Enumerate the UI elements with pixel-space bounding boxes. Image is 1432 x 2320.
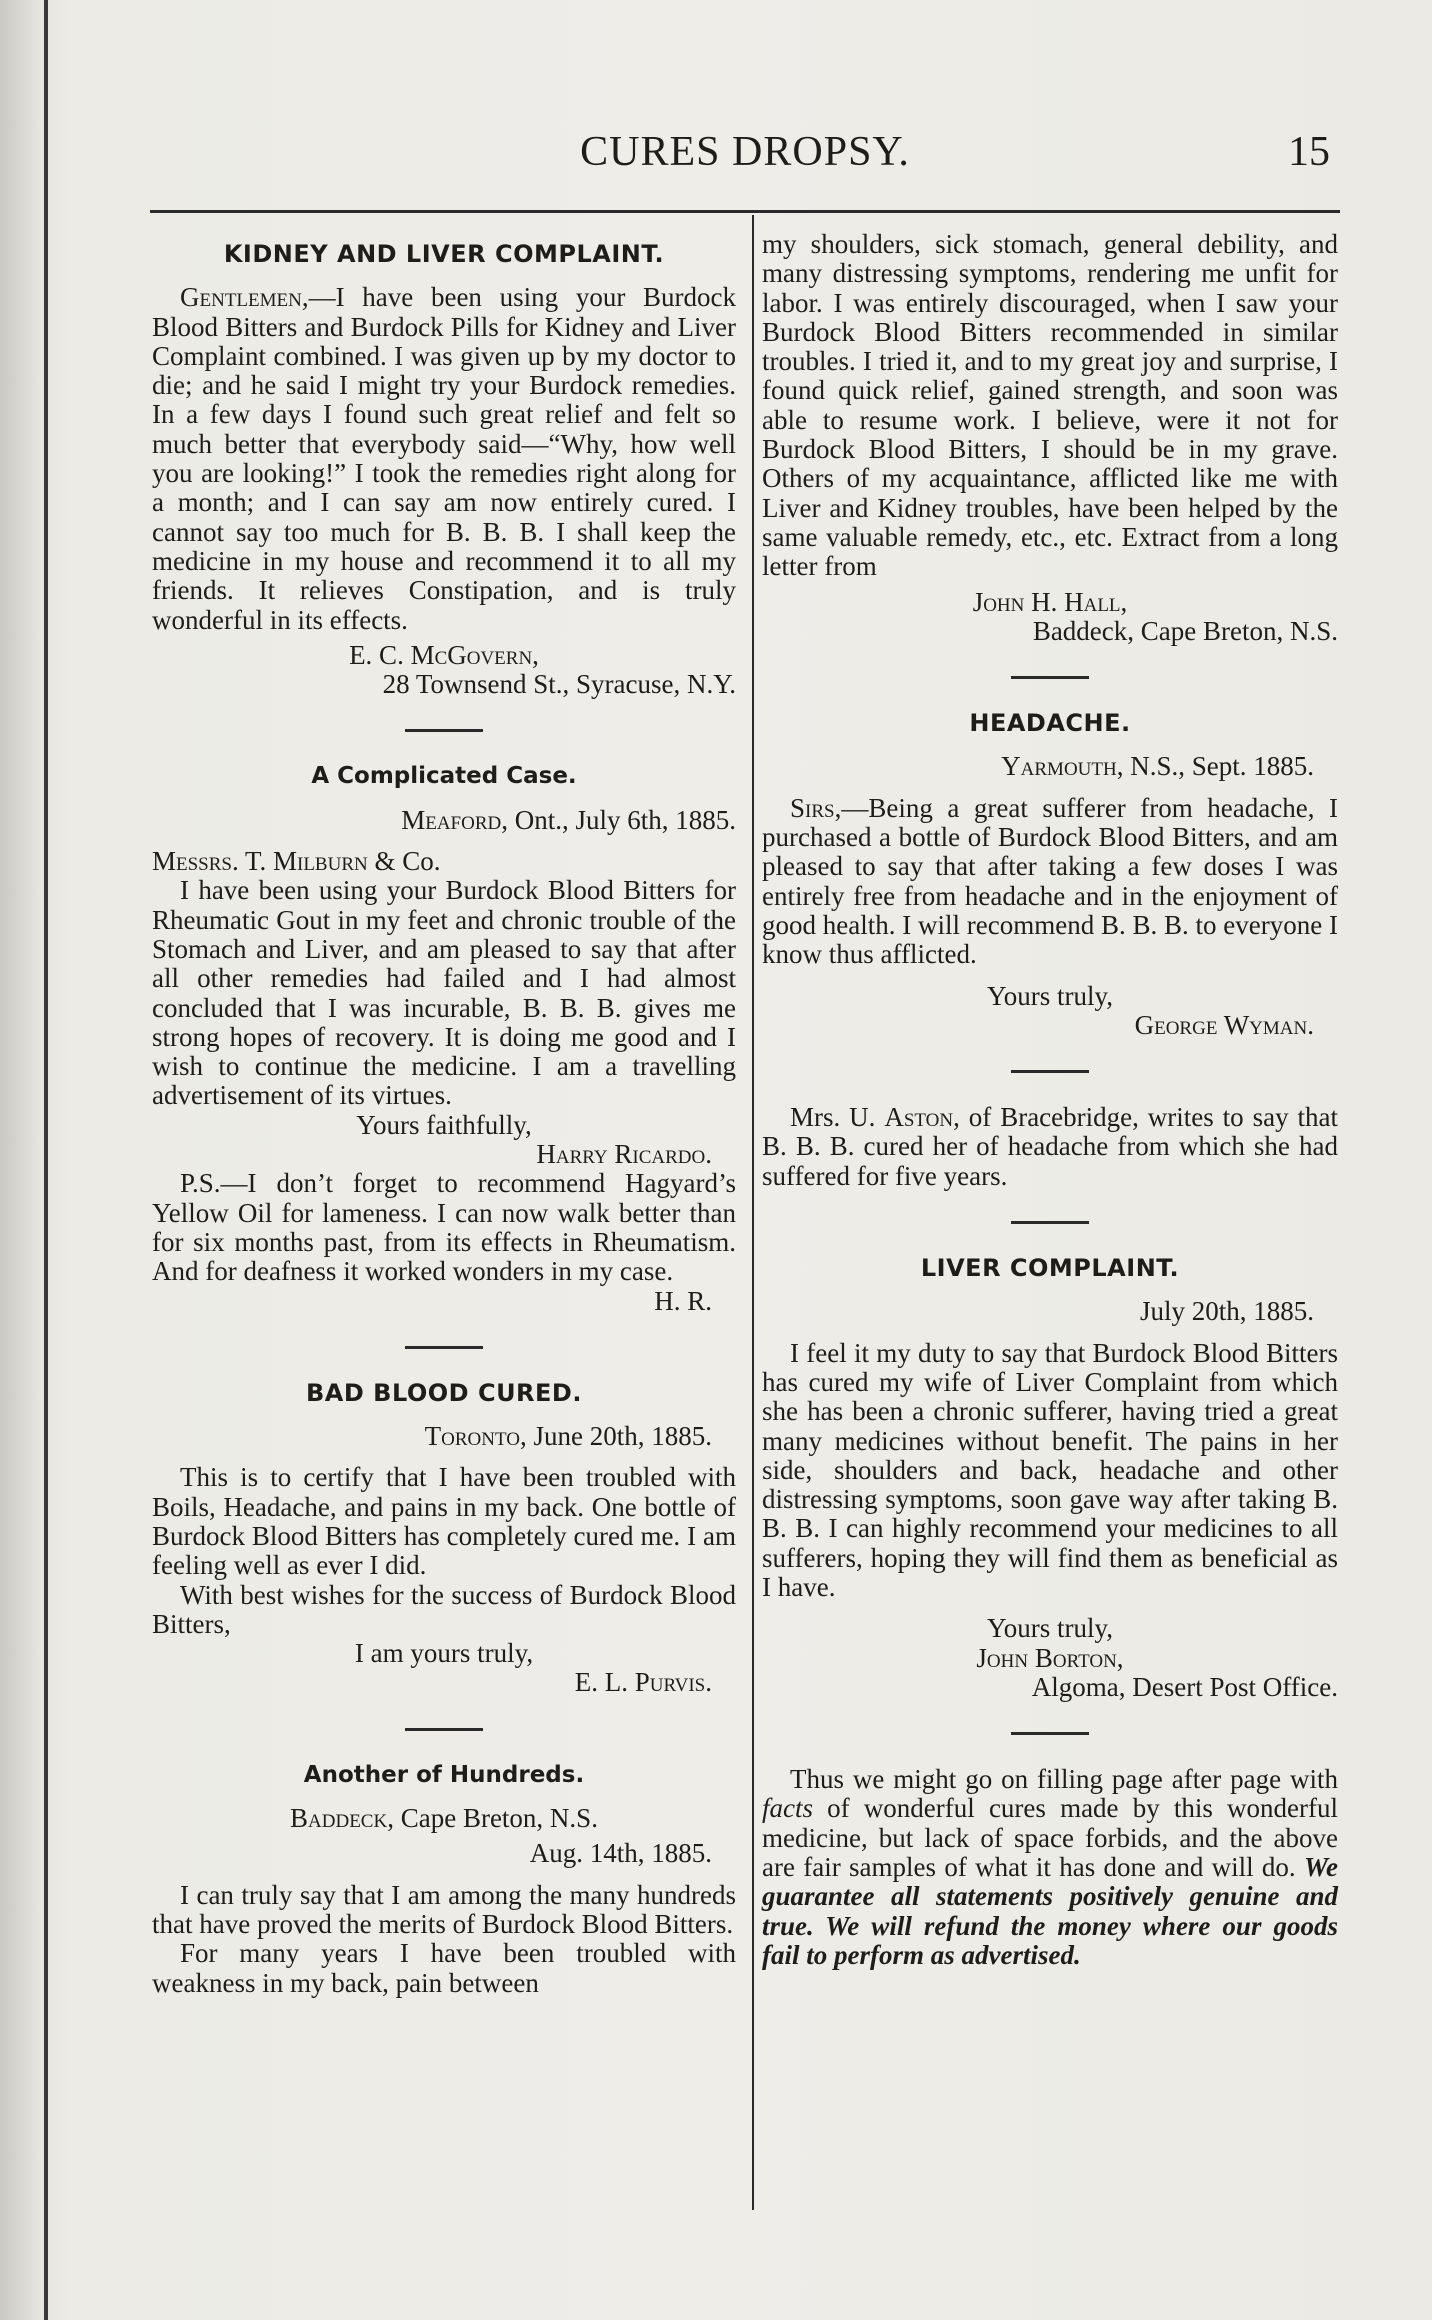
body-text: of wonderful cures made by this wonderful medicine, but lack of space forbids, and the above are fair samples of what it has done and will do. <box>762 1793 1338 1883</box>
signature-address: Algoma, Desert Post Office. <box>1031 1671 1338 1702</box>
date-text: N.S., Sept. 1885. <box>1123 751 1314 782</box>
testimonial-body <box>762 794 1338 970</box>
continued-testimonial: my shoulders, sick stomach, general debility, and many distressing symptoms, rendering me unfit for labor. I was entirely discouraged, when I saw your Burdock Blood Bitters recommended in similar troubles. I tried it, and to my great joy and surprise, I found quick relief, gained strength, and soon was able to resume work. I believe, were it not for Burdock Blood Bitters, I should be in my grave. Others of my acquaintance, afflicted like me with Liver and Kidney troubles, have been helped by the same valuable remedy, etc., etc. Extract from a long letter from <box>762 229 1338 582</box>
signature-address: Baddeck, Cape Breton, N.S. <box>1032 615 1338 646</box>
binding-edge <box>44 0 48 2320</box>
closing: Yours faithfully, <box>356 1109 532 1140</box>
dateline: Aug. 14th, 1885. <box>529 1838 712 1869</box>
guarantee-statement: We guarantee all statements positively genuine and true. We will refund the money where our goods fail to perform as advertised. <box>762 1852 1338 1970</box>
testimonial-body <box>762 1103 1338 1191</box>
body-text: —Being a great sufferer from headache, I purchased a bottle of Burdock Blood Bitters, and am pleased to say that after taking a few doses I was entirely free from headache and in the enjoyment of good health. I will recommend B. B. B. to everyone I know thus afflicted. <box>762 792 1338 970</box>
place-rest: Cape Breton, N.S. <box>393 1803 598 1834</box>
dateline <box>152 806 736 835</box>
place-name: Meaford, <box>401 804 508 835</box>
signature-name: George Wyman. <box>1134 1009 1314 1040</box>
testimonial-body: I can truly say that I am among the many hundreds that have proved the merits of Burdock Blood Bitters. <box>152 1879 736 1939</box>
place-name: Baddeck, <box>290 1803 394 1834</box>
addressee-name: Messrs. T. Milburn <box>152 846 368 877</box>
signature-name: John Borton, <box>976 1642 1124 1673</box>
section-heading: HEADACHE. <box>969 709 1131 738</box>
signature-name: Harry Ricardo. <box>536 1139 712 1170</box>
salutation: Sirs, <box>790 792 842 823</box>
separator-rule <box>405 1346 483 1349</box>
place-name: Yarmouth, <box>1001 751 1124 782</box>
separator-rule <box>1011 1070 1089 1073</box>
testimonial-body: With best wishes for the success of Burdock Blood Bitters, <box>152 1579 736 1639</box>
separator-rule <box>1011 676 1089 679</box>
section-heading: Another of Hundreds. <box>303 1761 585 1788</box>
signature-initials: H. R. <box>654 1285 712 1316</box>
page-number: 15 <box>1288 129 1330 175</box>
closing: Yours truly, <box>986 1613 1114 1644</box>
separator-rule <box>405 1728 483 1731</box>
closing: Yours truly, <box>986 980 1114 1011</box>
body-text: Thus we might go on filling page after page with <box>790 1764 1338 1795</box>
separator-rule <box>405 729 483 732</box>
dateline <box>152 1422 736 1451</box>
testimonial-body: I feel it my duty to say that Burdock Blood Bitters has cured my wife of Liver Complaint from which she has been a chronic sufferer, having tried a great many medicines without benefit. The pains in her side, shoulders and back, headache and other distressing symptoms, soon gave way after taking B. B. B. I can highly recommend your medicines to all sufferers, hoping they will find them as beneficial as I have. <box>762 1337 1338 1602</box>
closing-paragraph <box>762 1765 1338 1970</box>
testimonial-body: This is to certify that I have been troubled with Boils, Headache, and pains in my back. One bottle of Burdock Blood Bitters has completely cured me. I am feeling well as ever I did. <box>152 1462 736 1581</box>
salutation: Gentlemen, <box>180 282 309 313</box>
emphasis-facts: facts <box>762 1793 813 1824</box>
dateline <box>762 752 1338 781</box>
running-title: CURES DROPSY. <box>580 129 910 175</box>
testimonial-body <box>152 283 736 635</box>
body-text: —I have been using your Burdock Blood Bitters and Burdock Pills for Kidney and Liver Complaint combined. I was given up by my doctor to die; and he said I might try your Burdock remedies. In a few days I found such great relief and felt so much better that everybody said—“Why, how well you are looking!” I took the remedies right along for a month; and I can say am now entirely cured. I cannot say too much for B. B. B. I shall keep the medicine in my house and recommend it to all my friends. It relieves Constipation, and is truly wonderful in its effects. <box>152 282 736 635</box>
separator-rule <box>1011 1732 1089 1735</box>
section-heading: KIDNEY AND LIVER COMPLAINT. <box>223 240 665 268</box>
dateline-place <box>152 1804 736 1833</box>
addressee <box>152 847 736 876</box>
section-heading: BAD BLOOD CURED. <box>306 1378 582 1407</box>
date-text: June 20th, 1885. <box>526 1421 712 1452</box>
body-text: of Bracebridge, writes to say that B. B. B. cured her of headache from which she had suffered for five years. <box>762 1102 1338 1191</box>
dateline: July 20th, 1885. <box>1139 1296 1314 1327</box>
separator-rule <box>1011 1221 1089 1224</box>
signature-name: John H. Hall, <box>972 586 1128 617</box>
testimonial-body: I have been using your Burdock Blood Bitters for Rheumatic Gout in my feet and chronic trouble of the Stomach and Liver, and am pleased to say that after all other remedies had failed and I had almost concluded that I was incurable, B. B. B. gives me strong hopes of recovery. It is doing me good and I wish to continue the medicine. I am a travelling advertisement of its virtues. <box>152 875 736 1111</box>
right-column <box>762 230 1338 1970</box>
date-text: Ont., July 6th, 1885. <box>507 804 736 835</box>
place-name: Toronto, <box>424 1421 527 1452</box>
signature-address: 28 Townsend St., Syracuse, N.Y. <box>382 669 736 700</box>
section-heading: A Complicated Case. <box>311 763 577 790</box>
page-header <box>150 122 1340 182</box>
signature-name: E. C. McGovern, <box>349 639 539 670</box>
person-name: Aston, <box>884 1102 960 1133</box>
left-column <box>152 230 736 1998</box>
header-rule <box>150 210 1340 213</box>
column-divider <box>752 215 754 2210</box>
section-heading: LIVER COMPLAINT. <box>920 1254 1180 1283</box>
title-prefix: Mrs. U. <box>790 1102 885 1133</box>
addressee-rest: & Co. <box>367 846 441 877</box>
signature-name: E. L. Purvis. <box>574 1667 712 1698</box>
testimonial-body: For many years I have been troubled with weakness in my back, pain between <box>152 1938 736 1998</box>
postscript: P.S.—I don’t forget to recommend Hagyard’s Yellow Oil for lameness. I can now walk better than for six months past, from its effects in Rheumatism. And for deafness it worked wonders in my case. <box>152 1168 736 1287</box>
closing: I am yours truly, <box>354 1638 534 1669</box>
